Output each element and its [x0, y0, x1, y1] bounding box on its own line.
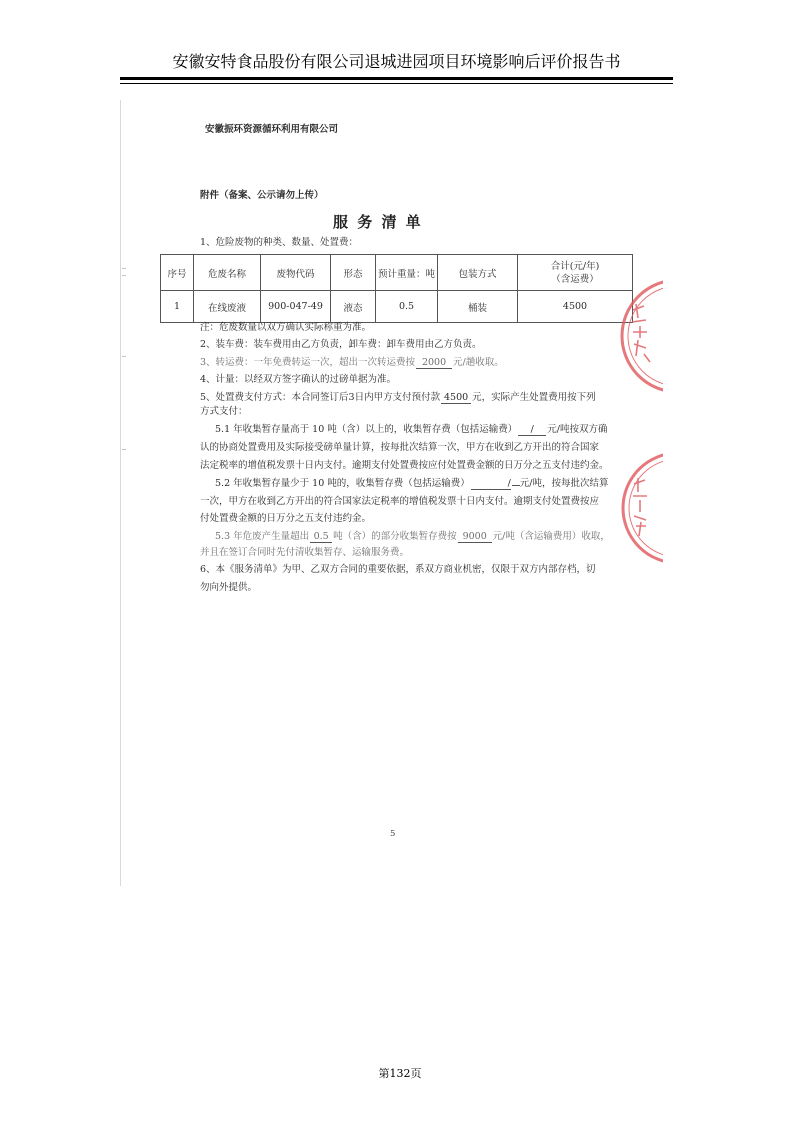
clause-5-1-cont2: 法定税率的增值税发票十日内支付。逾期支付处置费按应付处置费金额的日万分之五支付违约金。 [200, 460, 609, 471]
clause-5-3-text: 5.3 年危废产生量超出 [215, 531, 310, 542]
clause-transport-text: 3、转运费：一年免费转运一次，超出一次转运费按 [200, 357, 416, 368]
col-header-est-weight: 预计重量：吨 [376, 255, 438, 291]
seam-seal-stamps [600, 270, 663, 570]
binding-mark [122, 268, 126, 269]
seal-glyph-fragment [633, 478, 647, 536]
clause-transport [200, 357, 504, 369]
cell-form: 液态 [331, 291, 376, 323]
col-header-waste-name: 危废名称 [194, 255, 261, 291]
clause-payment-cont: 方式支付： [200, 406, 248, 417]
clause-5-2-cont1: 一次，甲方在收到乙方开出的符合国家法定税率的增值税发票十日内支付。逾期支付处置费按应 [200, 496, 600, 507]
col-header-form: 形态 [331, 255, 376, 291]
clause-5-2-cont2: 付处置费金额的日万分之五支付违约金。 [200, 513, 372, 524]
clause-5-1-cont1: 认的协商处置费用及实际接受磅单量计算，按每批次结算一次，甲方在收到乙方开出的符合国家 [200, 442, 600, 453]
clause-5-2-rate: / [471, 479, 511, 490]
clause-5-3-rate: 9000 [458, 532, 492, 543]
prepayment-value: 4500 [441, 393, 471, 404]
clause-5-1 [215, 424, 607, 436]
binding-mark [122, 356, 126, 357]
report-title: 安徽安特食品股份有限公司退城进园项目环境影响后评价报告书 [172, 52, 621, 71]
seal-stamp-upper [622, 280, 663, 392]
clause-5-1-text: 5.1 年收集暂存量高于 10 吨（含）以上的，收集暂存费（包括运输费） [215, 424, 518, 435]
service-list-title: 服 务 清 单 [333, 213, 423, 231]
clause-payment [200, 392, 596, 404]
section-1-heading: 1、危险废物的种类、数量、处置费： [200, 237, 359, 248]
cell-packaging: 桶装 [438, 291, 518, 323]
quantity-note: 注：危废数量以双方确认实际称重为准。 [200, 322, 372, 333]
clause-5-3-unit: 元/吨（含运输费用）收取， [492, 531, 610, 542]
cell-waste-name: 在线废液 [194, 291, 261, 323]
clause-payment-rest: 元，实际产生处置费用按下列 [472, 392, 596, 403]
clause-5-2 [215, 478, 608, 490]
seal-stamp-lower [623, 453, 663, 563]
col-header-waste-code: 废物代码 [261, 255, 331, 291]
clause-6-line1: 6、本《服务清单》为甲、乙双方合同的重要依据，系双方商业机密，仅限于双方内部存档，切 [200, 564, 596, 575]
scan-page-number: 5 [390, 829, 396, 839]
binding-mark [122, 449, 126, 450]
clause-5-2-unit: 元/吨，按每批次结算 [519, 478, 609, 489]
transport-fee-value: 2000 [416, 358, 452, 369]
company-name: 安徽振环资源循环利用有限公司 [205, 124, 339, 135]
col-header-packaging: 包装方式 [438, 255, 518, 291]
scan-left-edge [120, 100, 121, 886]
clause-payment-text: 5、处置费支付方式：本合同签订后3日内甲方支付预付款 [200, 392, 441, 403]
clause-6-line2: 勿向外提供。 [200, 582, 258, 593]
cell-index: 1 [161, 291, 194, 323]
binding-mark [122, 275, 126, 276]
table-row [161, 291, 633, 323]
clause-5-3-cont: 并且在签订合同时先付清收集暂存、运输服务费。 [200, 547, 410, 558]
header-rule-thick [120, 77, 673, 80]
hazardous-waste-table [160, 254, 633, 323]
cell-total: 4500 [518, 291, 633, 323]
table-header-row [161, 255, 633, 291]
clause-metering: 4、计量：以经双方签字确认的过磅单据为准。 [200, 374, 397, 385]
clause-5-3-quantity: 0.5 [310, 532, 332, 543]
col-header-total-label: 合计(元/年) [550, 260, 600, 272]
header-rule-thin [120, 83, 673, 84]
col-header-index: 序号 [161, 255, 194, 291]
attachment-note: 附件（备案、公示请勿上传） [200, 190, 324, 201]
clause-5-2-text: 5.2 年收集暂存量少于 10 吨的，收集暂存费（包括运输费） [215, 478, 470, 489]
clause-5-3-mid: 吨（含）的部分收集暂存费按 [333, 531, 457, 542]
cell-est-weight: 0.5 [376, 291, 438, 323]
clause-5-2-underline-tail [512, 485, 520, 486]
clause-5-1-rate: / [518, 425, 546, 436]
report-page-label: 第132页 [378, 1067, 422, 1080]
clause-transport-unit: 元/趟收取。 [453, 357, 504, 368]
seal-glyph-fragment [632, 304, 650, 362]
col-header-total-sub: （含运费） [551, 273, 599, 285]
clause-5-3 [215, 531, 610, 543]
clause-loading: 2、装车费：装车费用由乙方负责，卸车费：卸车费用由乙方负责。 [200, 339, 482, 350]
clause-5-1-unit: 元/吨按双方确 [547, 424, 608, 435]
cell-waste-code: 900-047-49 [261, 291, 331, 323]
